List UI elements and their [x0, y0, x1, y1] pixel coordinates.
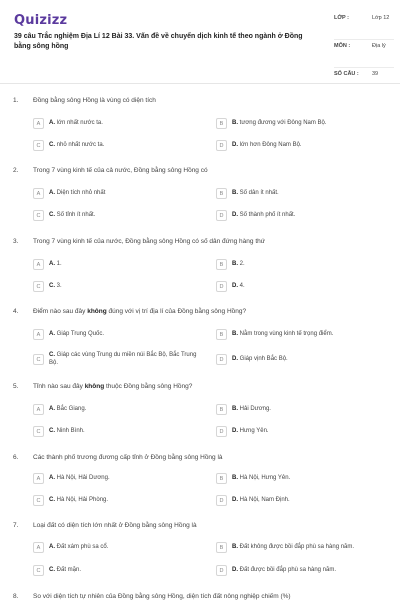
- option-key-box: B: [216, 542, 227, 553]
- meta-row-subject: [334, 40, 394, 68]
- option-label: C. Giáp các vùng Trung du miền núi Bắc Bộ, Bắc Trung Bộ.: [49, 352, 197, 366]
- option-key-box: C: [33, 354, 44, 365]
- option-key-box: C: [33, 426, 44, 437]
- option-label: B. tương đương với Đông Nam Bộ.: [232, 120, 327, 126]
- question-text: Trong 7 vùng kinh tế của cả nước, Đồng bằng sông Hồng có: [33, 167, 208, 174]
- option-label: A. Giáp Trung Quốc.: [49, 331, 105, 337]
- question-text: Loại đất có diện tích lớn nhất ở Đồng bằng sông Hồng là: [33, 522, 197, 529]
- question-number: 6.: [13, 454, 19, 461]
- option-label: D. 4.: [232, 283, 245, 289]
- option-label: A. 1.: [49, 261, 62, 267]
- option-label: B. Đất không được bồi đắp phù sa hàng năm.: [232, 544, 355, 550]
- option-key-box: C: [33, 565, 44, 576]
- option-label: C. Ninh Bình.: [49, 428, 85, 434]
- option-key-box: A: [33, 188, 44, 199]
- option-label: C. Đất mặn.: [49, 567, 82, 573]
- option-key-box: D: [216, 426, 227, 437]
- option-label: A. Hà Nội, Hải Dương.: [49, 475, 110, 481]
- option-label: B. Số dân ít nhất.: [232, 190, 279, 196]
- option-label: A. Diện tích nhỏ nhất: [49, 190, 106, 196]
- question-number: 3.: [13, 238, 19, 245]
- option-label: C. nhỏ nhất nước ta.: [49, 142, 105, 148]
- option-label: D. Số thành phố ít nhất.: [232, 212, 296, 218]
- question-text: Đồng bằng sông Hồng là vùng có diện tích: [33, 97, 156, 104]
- meta-row-count: [334, 68, 394, 82]
- question-number: 7.: [13, 522, 19, 529]
- question-text: Điểm nào sau đây không đúng với vị trí địa lí của Đồng bằng sông Hồng?: [33, 308, 247, 315]
- option-key-box: D: [216, 354, 227, 365]
- option-key-box: B: [216, 259, 227, 270]
- meta-count-label: SỐ CÂU :: [334, 71, 359, 77]
- meta-class-label: LỚP :: [334, 15, 349, 21]
- option-key-box: B: [216, 473, 227, 484]
- option-key-box: D: [216, 495, 227, 506]
- option-key-box: B: [216, 118, 227, 129]
- meta-count-value: 39: [372, 71, 379, 77]
- question-number: 2.: [13, 167, 19, 174]
- question-number: 5.: [13, 383, 19, 390]
- option-label: D. Hưng Yên.: [232, 428, 269, 434]
- option-key-box: B: [216, 329, 227, 340]
- option-label: A. Bắc Giang.: [49, 406, 87, 412]
- option-key-box: B: [216, 188, 227, 199]
- worksheet-header: [0, 0, 400, 84]
- option-key-box: A: [33, 118, 44, 129]
- option-key-box: A: [33, 259, 44, 270]
- option-label: A. lớn nhất nước ta.: [49, 120, 103, 126]
- option-label: B. 2.: [232, 261, 245, 267]
- option-key-box: C: [33, 281, 44, 292]
- option-label: B. Hải Dương.: [232, 406, 271, 412]
- option-label: B. Nằm trong vùng kinh tế trọng điểm.: [232, 331, 334, 337]
- quizizz-logo: Quizizz: [14, 13, 68, 28]
- option-key-box: C: [33, 210, 44, 221]
- question-text: Tỉnh nào sau đây không thuộc Đồng bằng sông Hồng?: [33, 383, 193, 390]
- question-number: 1.: [13, 97, 19, 104]
- question-text: Các thành phố trương đương cấp tỉnh ở Đồng bằng sông Hồng là: [33, 454, 223, 461]
- option-label: D. Giáp vịnh Bắc Bộ.: [232, 356, 288, 362]
- option-key-box: B: [216, 404, 227, 415]
- worksheet-meta: [334, 12, 394, 82]
- meta-class-value: Lớp 12: [372, 15, 390, 21]
- option-label: D. lớn hơn Đông Nam Bộ.: [232, 142, 302, 148]
- option-label: C. Số tỉnh ít nhất.: [49, 212, 96, 218]
- question-number: 4.: [13, 308, 19, 315]
- option-key-box: C: [33, 140, 44, 151]
- option-key-box: C: [33, 495, 44, 506]
- option-key-box: A: [33, 404, 44, 415]
- option-key-box: A: [33, 329, 44, 340]
- option-label: C. 3.: [49, 283, 62, 289]
- option-label: D. Hà Nội, Nam Định.: [232, 497, 290, 503]
- option-label: B. Hà Nội, Hưng Yên.: [232, 475, 291, 481]
- option-label: D. Đất được bồi đắp phù sa hàng năm.: [232, 567, 337, 573]
- option-label: A. Đất xám phù sa cổ.: [49, 544, 109, 550]
- option-label: C. Hà Nội, Hải Phòng.: [49, 497, 109, 503]
- meta-subject-label: MÔN :: [334, 43, 351, 49]
- option-key-box: D: [216, 565, 227, 576]
- worksheet-title: 39 câu Trắc nghiệm Địa Lí 12 Bài 33. Vấn đề về chuyển dịch kinh tế theo ngành ở Đồng bằng sông hồng: [14, 33, 303, 50]
- question-text: Trong 7 vùng kinh tế của nước, Đồng bằng sông Hồng có số dân đứng hàng thứ: [33, 238, 266, 245]
- option-key-box: A: [33, 542, 44, 553]
- meta-row-class: [334, 12, 394, 40]
- meta-subject-value: Địa lý: [372, 43, 386, 49]
- option-key-box: A: [33, 473, 44, 484]
- option-key-box: D: [216, 210, 227, 221]
- option-key-box: D: [216, 281, 227, 292]
- option-key-box: D: [216, 140, 227, 151]
- question-number: 8.: [13, 593, 19, 600]
- question-text: So với diện tích tự nhiên của Đồng bằng sông Hồng, diện tích đất nông nghiệp chiếm (%): [33, 593, 291, 600]
